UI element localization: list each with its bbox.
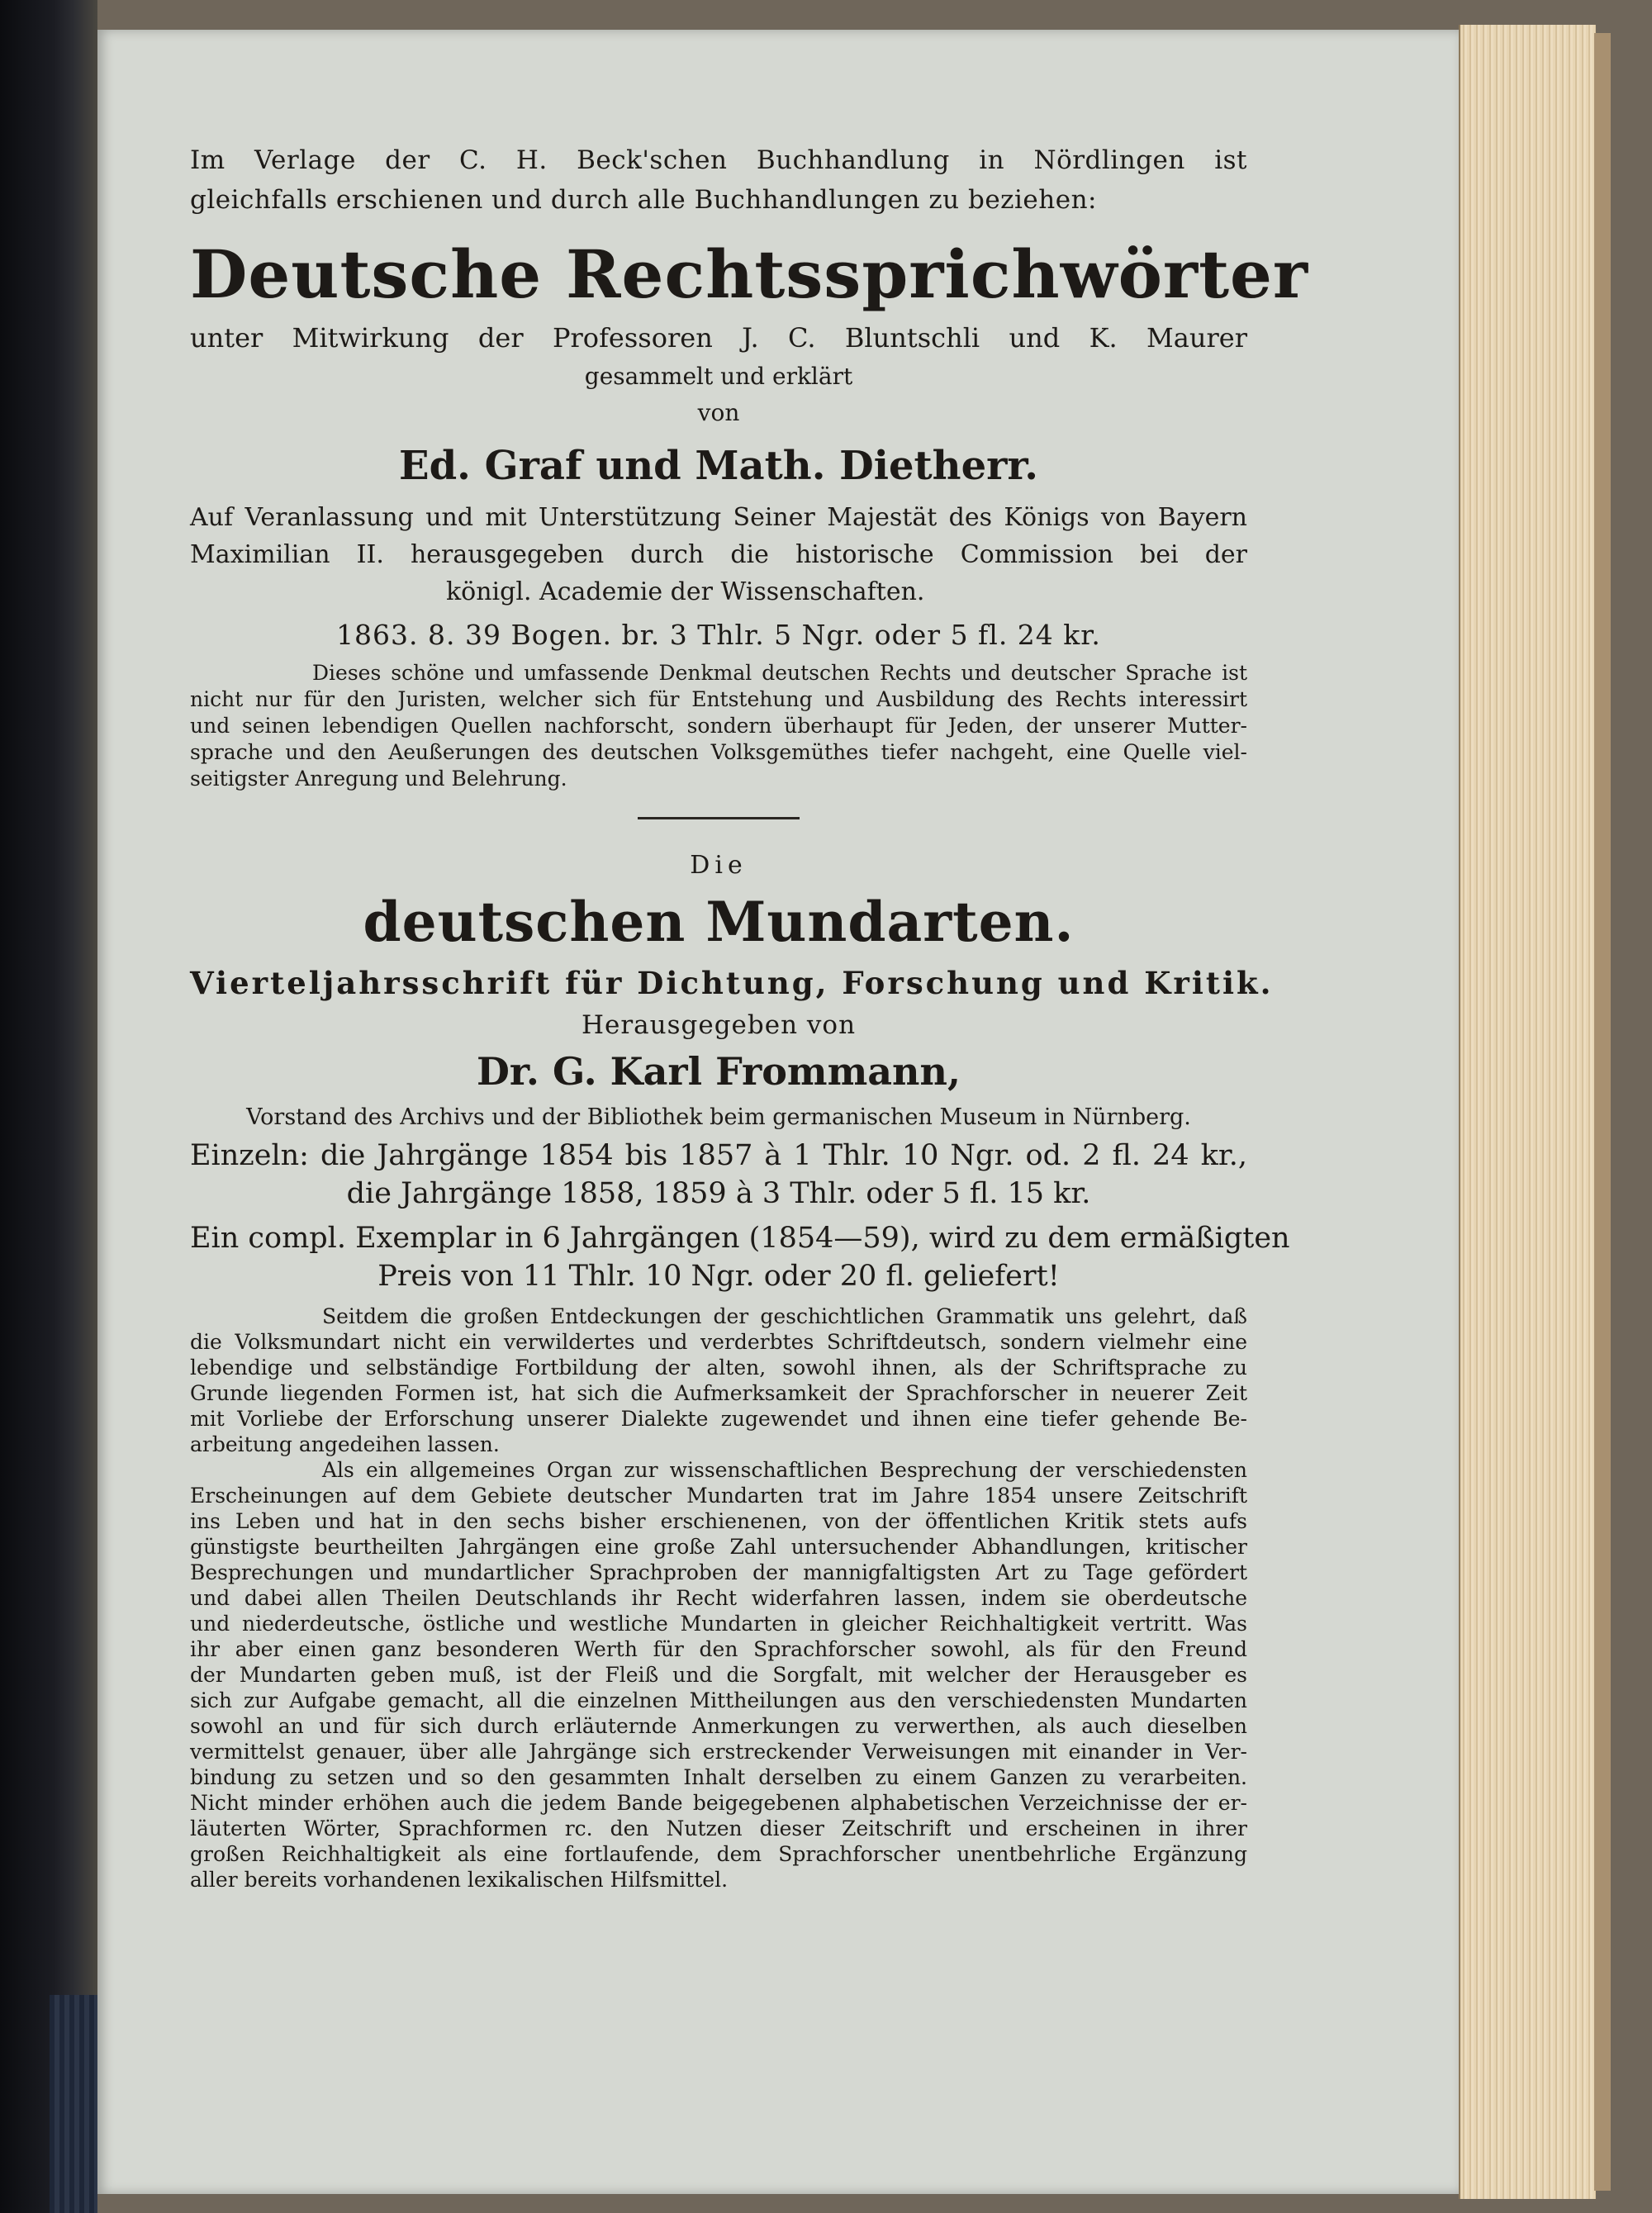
book2-edited-by: Herausgegeben von — [581, 1010, 857, 1040]
paragraph-line: Seitdem die großen Entdeckungen der geschichtlichen Grammatik uns gelehrt, daß — [322, 1304, 1247, 1328]
book-spine — [0, 0, 97, 2213]
paragraph-line: arbeitung angedeihen lassen. — [190, 1432, 500, 1456]
paragraph-line: ihr aber einen ganz besonderen Werth für den Sprachforscher sowohl, als für den Freund — [190, 1637, 1247, 1661]
paragraph-line: der Mundarten geben muß, ist der Fleiß und die Sorgfalt, mit welcher der Herausgeber es — [190, 1663, 1247, 1687]
page-edges — [1459, 25, 1596, 2199]
paragraph-line: mit Vorliebe der Erforschung unserer Dialekte zugewendet und ihnen eine tiefer gehende Be- — [190, 1407, 1247, 1431]
page-content — [190, 140, 1309, 1892]
book2-editor: Dr. G. Karl Frommann, — [477, 1049, 961, 1094]
paragraph-line: bindung zu setzen und so den gesammten Inhalt derselben zu einem Ganzen zu verarbeiten. — [190, 1765, 1247, 1789]
paragraph-line: aller bereits vorhandenen lexikalischen Hilfsmittel. — [190, 1868, 729, 1892]
publisher-intro — [190, 140, 1247, 220]
spine-tape — [50, 1995, 97, 2213]
paragraph-line: sich zur Aufgabe gemacht, all die einzelnen Mittheilungen aus den verschiedensten Mundarten — [190, 1688, 1247, 1712]
offer-line: Ein compl. Exemplar in 6 Jahrgängen (1854—59), wird zu dem ermäßigten — [190, 1222, 1290, 1255]
paragraph-line: ins Leben und hat in den sechs bisher erschienenen, von der öffentlichen Kritik stets aufs — [190, 1509, 1247, 1533]
paragraph-line: Besprechungen und mundartlicher Sprachproben der mannigfaltigsten Art zu Tage gefördert — [190, 1560, 1247, 1584]
offer-line: Preis von 11 Thlr. 10 Ngr. oder 20 fl. geliefert! — [377, 1260, 1060, 1293]
book2-prices — [190, 1137, 1247, 1213]
book2-die: Die — [690, 851, 748, 880]
book1-von: von — [697, 399, 740, 426]
paragraph-line: läuterten Wörter, Sprachformen rc. den Nutzen dieser Zeitschrift und erscheinen in ihrer — [190, 1816, 1247, 1840]
paragraph-line: und niederdeutsche, östliche und westliche Mundarten in gleicher Reichhaltigkeit vertritt. Was — [190, 1612, 1247, 1636]
commission-line: Maximilian II. herausgegeben durch die historische Commission bei der — [190, 540, 1247, 569]
paragraph-line: vermittelst genauer, über alle Jahrgänge sich erstreckender Verweisungen mit einander in Ver- — [190, 1740, 1247, 1764]
book2-paragraph-2 — [190, 1457, 1247, 1892]
commission-line: Auf Veranlassung und mit Unterstützung Seiner Majestät des Königs von Bayern — [190, 503, 1247, 532]
paragraph-line: die Volksmundart nicht ein verwildertes und verderbtes Schriftdeutsch, sondern vielmehr eine — [190, 1330, 1247, 1354]
paragraph-line: Nicht minder erhöhen auch die jedem Bande beigegebenen alphabetischen Verzeichnisse der er- — [190, 1791, 1247, 1815]
paragraph-line: Erscheinungen auf dem Gebiete deutscher Mundarten trat im Jahre 1854 unsere Zeitschrift — [190, 1484, 1247, 1508]
book2-subtitle: Vierteljahrsschrift für Dichtung, Forschung und Kritik. — [190, 965, 1274, 1001]
book1-description — [190, 660, 1247, 792]
paragraph-line: und dabei allen Theilen Deutschlands ihr Recht widerfahren lassen, indem sie oberdeutsche — [190, 1586, 1247, 1610]
book1-subtitle: unter Mitwirkung der Professoren J. C. Bluntschli und K. Maurer — [190, 322, 1247, 354]
book2-paragraph-1 — [190, 1304, 1247, 1457]
book1-title: Deutsche Rechtssprichwörter — [190, 235, 1309, 313]
price-line: die Jahrgänge 1858, 1859 à 3 Thlr. oder 5 fl. 15 kr. — [346, 1177, 1091, 1210]
book2-editor-role: Vorstand des Archivs und der Bibliothek beim germanischen Museum in Nürnberg. — [246, 1104, 1191, 1130]
book1-collected: gesammelt und erklärt — [584, 363, 853, 390]
description-line: und seinen lebendigen Quellen nachforscht, sondern überhaupt für Jeden, der unserer Mutter- — [190, 714, 1247, 738]
commission-line: königl. Academie der Wissenschaften. — [446, 577, 925, 606]
price-line: Einzeln: die Jahrgänge 1854 bis 1857 à 1 Thlr. 10 Ngr. od. 2 fl. 24 kr., — [190, 1139, 1247, 1172]
description-line: seitigster Anregung und Belehrung. — [190, 767, 567, 791]
paragraph-line: lebendige und selbständige Fortbildung der alten, sowohl ihnen, als der Schriftsprache zu — [190, 1356, 1247, 1380]
paragraph-line: Als ein allgemeines Organ zur wissenschaftlichen Besprechung der verschiedensten — [322, 1458, 1247, 1482]
book-board-edge — [1594, 33, 1611, 2191]
intro-line: Im Verlage der C. H. Beck'schen Buchhandlung in Nördlingen ist — [190, 145, 1247, 175]
book2-title: deutschen Mundarten. — [363, 890, 1075, 954]
book2-offer — [190, 1219, 1290, 1295]
section-divider — [638, 817, 800, 819]
book1-details: 1863. 8. 39 Bogen. br. 3 Thlr. 5 Ngr. oder 5 fl. 24 kr. — [336, 619, 1101, 651]
paragraph-line: großen Reichhaltigkeit als eine fortlaufende, dem Sprachforscher unentbehrliche Ergänzung — [190, 1842, 1247, 1866]
paragraph-line: sowohl an und für sich durch erläuternde Anmerkungen zu verwerthen, als auch dieselben — [190, 1714, 1247, 1738]
intro-line: gleichfalls erschienen und durch alle Buchhandlungen zu beziehen: — [190, 185, 1097, 215]
description-line: nicht nur für den Juristen, welcher sich für Entstehung und Ausbildung des Rechts interessirt — [190, 687, 1247, 711]
description-line: sprache und den Aeußerungen des deutschen Volksgemüthes tiefer nachgeht, eine Quelle viel- — [190, 740, 1247, 764]
description-line: Dieses schöne und umfassende Denkmal deutschen Rechts und deutscher Sprache ist — [312, 661, 1247, 685]
paragraph-line: günstigste beurtheilten Jahrgängen eine große Zahl untersuchender Abhandlungen, kritischer — [190, 1535, 1247, 1559]
paragraph-line: Grunde liegenden Formen ist, hat sich die Aufmerksamkeit der Sprachforscher in neuerer Zeit — [190, 1381, 1247, 1405]
book1-commission — [190, 499, 1247, 610]
book1-authors: Ed. Graf und Math. Dietherr. — [399, 443, 1038, 489]
